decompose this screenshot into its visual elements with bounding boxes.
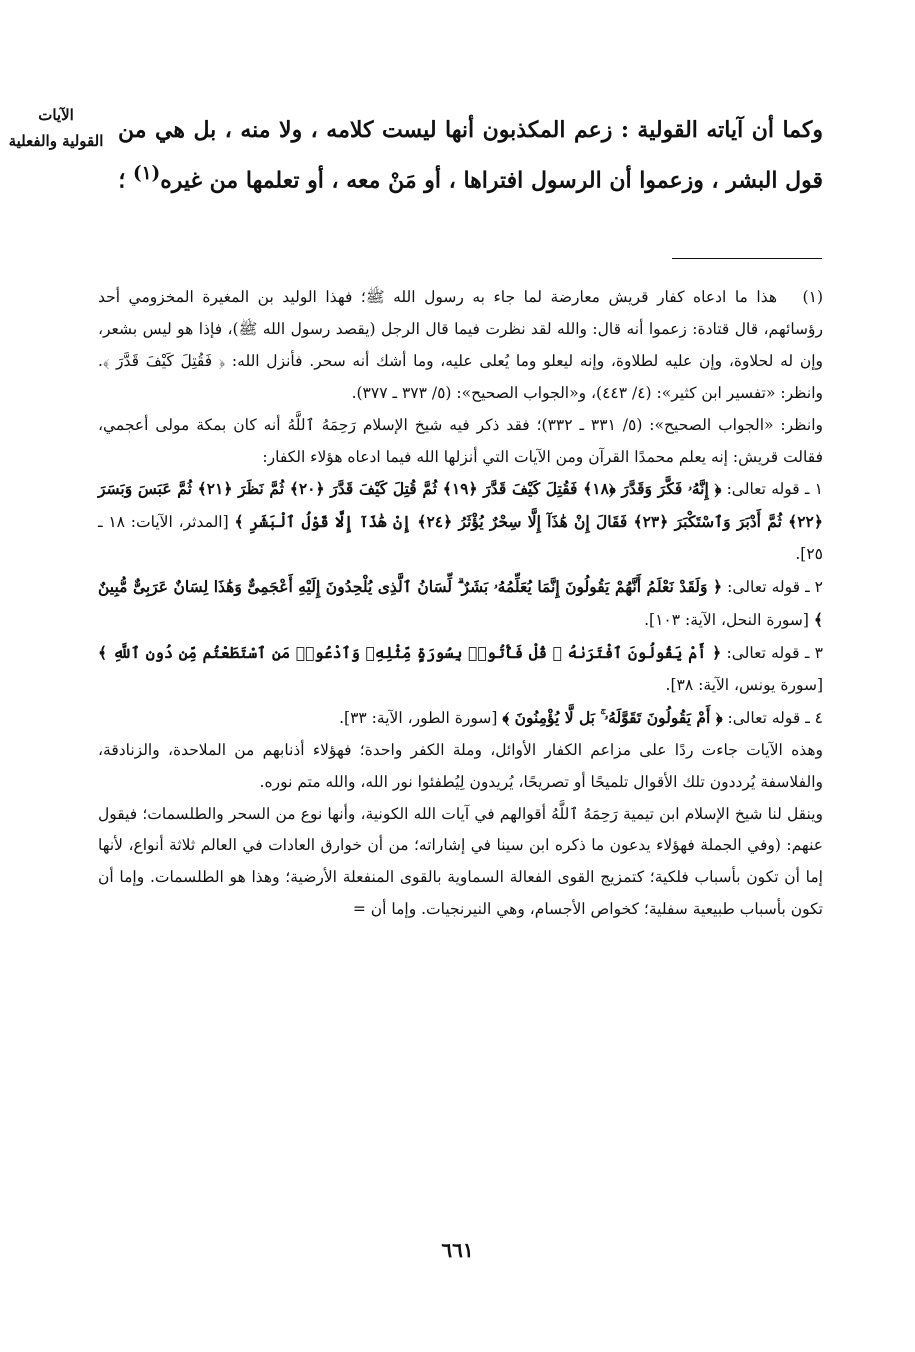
footnote-intro-text: هذا ما ادعاه كفار قريش معارضة لما جاء به رسول الله ﷺ؛ فهذا الوليد بن المغيرة المخزومي أحد رؤسائهم، قال قتادة: زعموا أنه قال: والله لقد نظرت فيما قال الرجل (يقصد رسول الله ﷺ)، فإذا هو ليس بشعر، وإن له لحلاوة، وإن عليه لطلاوة، وإنه ليعلو وما يُعلى عليه، وما أشك أنه سحر. فأنزل الله: ﴿ فَقُتِلَ كَيْفَ قَدَّرَ ﴾. وانظر: «تفسير ابن كثير»: (٤/ ٤٤٣)، و«الجواب الصحيح»: (٥/ ٣٧٣ ـ ٣٧٧). [98,288,823,402]
footnote-paragraph-2: وانظر: «الجواب الصحيح»: (٥/ ٣٣١ ـ ٣٣٢)؛ فقد ذكر فيه شيخ الإسلام رَحِمَهُ ٱللَّهُ أنه كان بمكة مولى أعجمي، فقالت قريش: إنه يعلم محمدًا القرآن ومن الآيات التي أنزلها الله فيما ادعاه هؤلاء الكفار: [98,415,823,466]
footnote-item-3-quote: ﴿ أَمْ يَقُولُونَ ٱفْتَرَىٰهُ ۖ قُلْ فَأْتُوا۟ بِسُورَةٍ مِّثْلِهِۦ وَٱدْعُوا۟ مَنِ ٱسْتَطَعْتُم مِّن دُونِ ٱللَّهِ ﴾ [98,642,722,662]
footnote-intro [98,282,823,410]
footnote-item-1-ref: [المدثر، الآيات: ١٨ ـ ٢٥]. [98,513,823,564]
margin-note-line-2: القولية والفعلية [8,132,104,150]
footnotes [98,282,823,926]
main-paragraph [118,108,823,202]
footnote-paragraph-4: وينقل لنا شيخ الإسلام ابن تيمية رَحِمَهُ ٱللَّهُ أقوالهم في آيات الله الكونية، وأنها نوع من السحر والطلسمات؛ فيقول عنهم: (وفي الجملة فهؤلاء يدعون ما ذكره ابن سينا في إشاراته؛ من أن خوارق العادات في العالم ثلاثة أنواع، لأنها إما أن تكون بأسباب فلكية؛ كتمزيج القوى الفعالة السماوية بالقوى المنفعلة الأرضية؛ وهذا هو الطلسمات. وإما أن تكون بأسباب طبيعية سفلية؛ كخواص الأجسام، وهي النيرنجيات. وإما أن = [98,804,823,919]
footnote-item-3-ref: [سورة يونس، الآية: ٣٨]. [665,675,823,694]
footnote-separator [672,258,822,259]
footnote-item-3 [98,637,823,702]
footnote-number: (١) [802,288,823,306]
footnote-reference: (١) [133,163,161,184]
page-number: ٦٦١ [441,1238,474,1262]
footnote-paragraph-3: وهذه الآيات جاءت ردًا على مزاعم الكفار الأوائل، وملة الكفر واحدة؛ فهؤلاء أذنابهم من الملاحدة، والزنادقة، والفلاسفة يُرددون تلك الأقوال تلميحًا أو تصريحًا، يُريدون لِيُطفئوا نور الله، والله متم نوره. [98,740,823,791]
footnote-item-2 [98,571,823,637]
main-paragraph-end: ؛ [118,167,133,194]
footnote-item-3-lead: ٣ ـ قوله تعالى: [726,643,823,662]
footnote-item-4-lead: ٤ ـ قوله تعالى: [727,708,823,727]
footnote-item-2-quote: ﴿ وَلَقَدْ نَعْلَمُ أَنَّهُمْ يَقُولُونَ إِنَّمَا يُعَلِّمُهُۥ بَشَرٌ ۗ لِّسَانُ ٱلَّذِى يُلْحِدُونَ إِلَيْهِ أَعْجَمِىٌّ وَهَٰذَا لِسَانٌ عَرَبِىٌّ مُّبِينٌ ﴾ [98,577,823,630]
footnote-item-2-ref: [سورة النحل، الآية: ١٠٣]. [644,611,809,630]
footnote-item-1-quote: ﴿ إِنَّهُۥ فَكَّرَ وَقَدَّرَ ﴿١٨﴾ فَقُتِلَ كَيْفَ قَدَّرَ ﴿١٩﴾ ثُمَّ قُتِلَ كَيْفَ قَدَّرَ ﴿٢٠﴾ ثُمَّ نَظَرَ ﴿٢١﴾ ثُمَّ عَبَسَ وَبَسَرَ ﴿٢٢﴾ ثُمَّ أَدْبَرَ وَٱسْتَكْبَرَ ﴿٢٣﴾ فَقَالَ إِنْ هَٰذَآ إِلَّا سِحْرٌ يُؤْثَرُ ﴿٢٤﴾ إِنْ هَٰذَآ إِلَّا قَوْلُ ٱلْبَشَرِ ﴾ [98,479,823,532]
footnote-item-4-quote: ﴿ أَمْ يَقُولُونَ تَقَوَّلَهُۥ ۚ بَل لَّا يُؤْمِنُونَ ﴾ [502,707,723,727]
main-paragraph-text: وكما أن آياته القولية : زعم المكذبون أنها ليست كلامه ، ولا منه ، بل هي من قول البشر ، وزعموا أن الرسول افتراها ، أو مَنْ معه ، أو تعلمها من غيره [118,117,823,194]
footnote-item-4 [98,702,823,735]
footnote-item-1 [98,473,823,571]
footnote-item-4-ref: [سورة الطور، الآية: ٣٣]. [339,708,498,727]
footnote-item-1-lead: ١ ـ قوله تعالى: [726,480,823,499]
margin-note-line-1: الآيات [38,106,74,124]
margin-note [8,102,104,154]
footnote-item-2-lead: ٢ ـ قوله تعالى: [727,578,823,597]
main-text [118,108,823,202]
